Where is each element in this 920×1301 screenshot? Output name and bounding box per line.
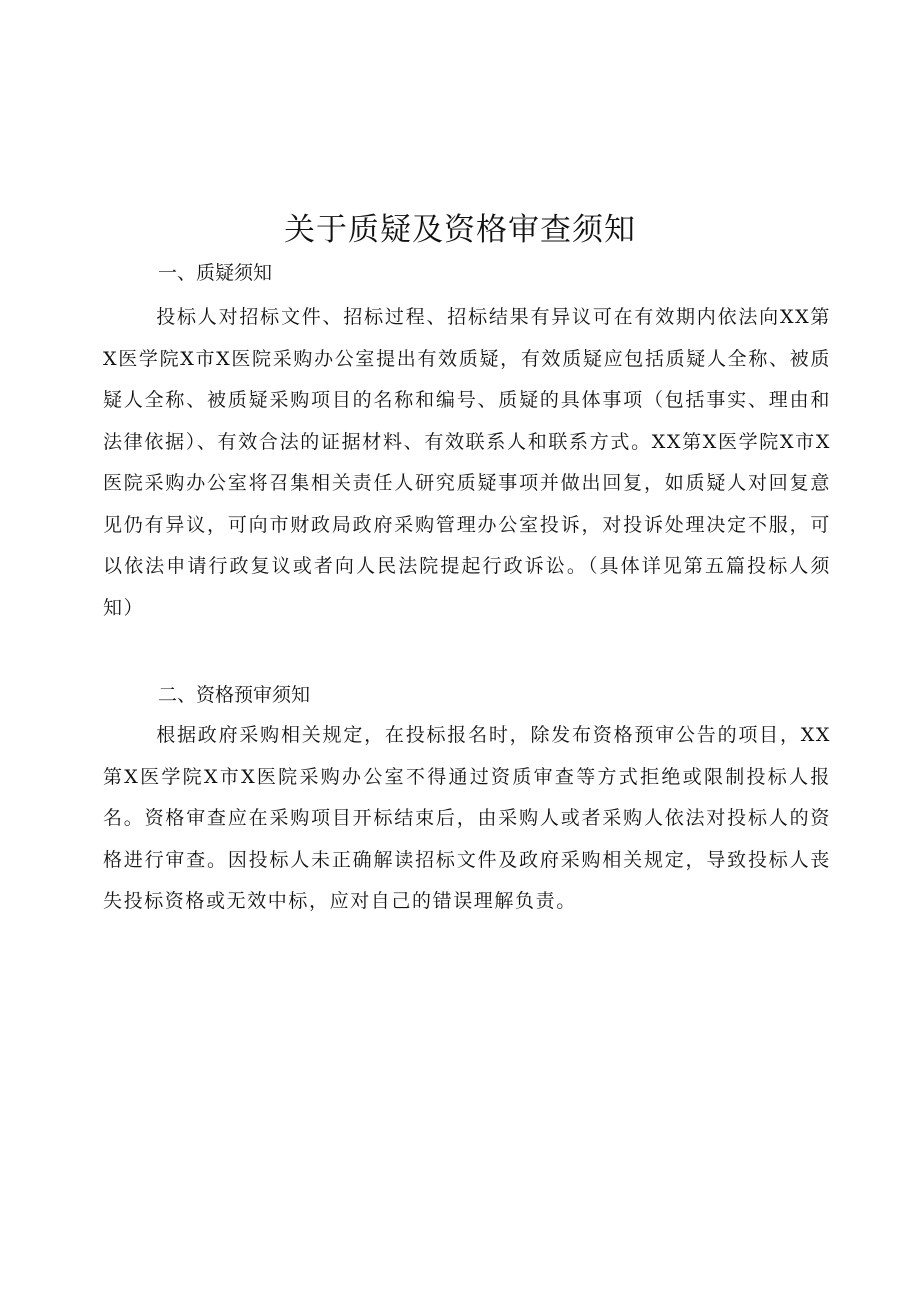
section-paragraph-questions: 投标人对招标文件、招标过程、招标结果有异议可在有效期内依法向XX第X医学院X市X医院采购办公室提出有效质疑，有效质疑应包括质疑人全称、被质疑人全称、被质疑采购项目的名称和编号、质疑的具体事项（包括事实、理由和法律依据）、有效合法的证据材料、有效联系人和联系方式。XX第X医学院X市X医院采购办公室将召集相关责任人研究质疑事项并做出回复，如质疑人对回复意见仍有异议，可向市财政局政府采购管理办公室投诉，对投诉处理决定不服，可以依法申请行政复议或者向人民法院提起行政诉讼。（具体详见第五篇投标人须知）	[103, 306, 831, 619]
section-heading-prequalification: 二、资格预审须知	[158, 684, 311, 706]
section-paragraph-prequalification: 根据政府采购相关规定，在投标报名时，除发布资格预审公告的项目，XX第X医学院X市X医院采购办公室不得通过资质审查等方式拒绝或限制投标人报名。资格审查应在采购项目开标结束后，由采购人或者采购人依法对投标人的资格进行审查。因投标人未正确解读招标文件及政府采购相关规定，导致投标人丧失投标资格或无效中标，应对自己的错误理解负责。	[103, 724, 831, 912]
document-title: 关于质疑及资格审查须知	[284, 212, 636, 248]
section-heading-questions: 一、质疑须知	[158, 262, 273, 284]
